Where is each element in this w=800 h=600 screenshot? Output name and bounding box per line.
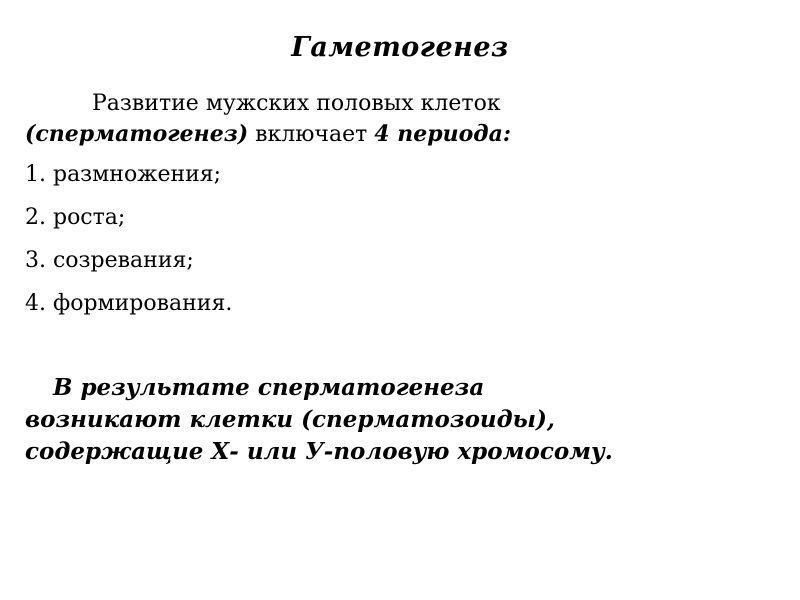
result-line-1: В результате сперматогенеза (53, 374, 485, 401)
periods-list (25, 160, 765, 332)
result-line-3: содержащие Х- или У-половую хромосому. (25, 438, 613, 465)
result-paragraph (25, 372, 785, 468)
intro-line-1: Развитие мужских половых клеток (92, 91, 501, 116)
intro-term: (сперматогенез) (25, 121, 249, 147)
intro-paragraph (25, 88, 775, 150)
list-item: 2. роста; (25, 205, 126, 230)
list-item: 1. размножения; (25, 162, 222, 187)
intro-connector: включает (248, 122, 375, 147)
result-line-2: возникают клетки (сперматозоиды), (25, 406, 555, 433)
list-item: 4. формирования. (25, 291, 233, 316)
list-item: 3. созревания; (25, 248, 194, 273)
intro-period-count: 4 периода: (374, 121, 511, 147)
slide-title: Гаметогенез (291, 32, 509, 63)
